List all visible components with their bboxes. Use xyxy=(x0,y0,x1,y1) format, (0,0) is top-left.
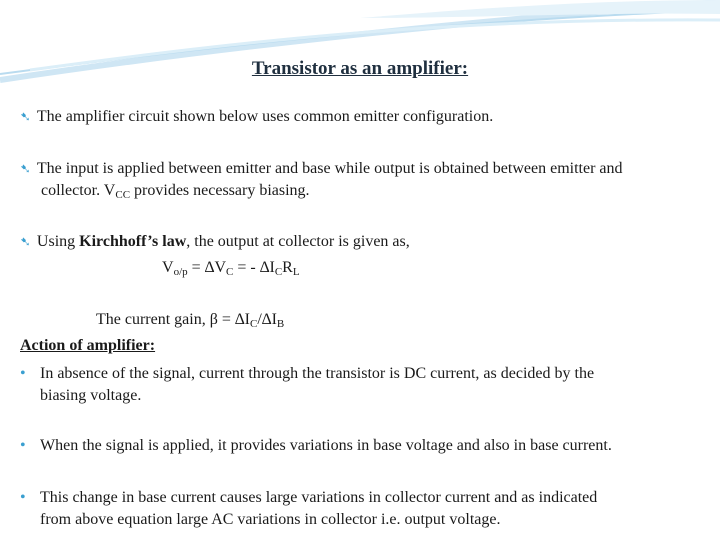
section-heading: Action of amplifier: xyxy=(20,337,156,354)
arrow-bullet-icon: ➷ xyxy=(20,109,31,124)
equation-current-gain: The current gain, $\beta = \Delta I_C/\Delta I_B$ xyxy=(96,311,285,330)
bullet-dot-icon: • xyxy=(20,489,26,506)
bullet-item: • When the signal is applied, it provides variations in base voltage and also in base current. xyxy=(20,435,710,457)
bullet-dot-icon: • xyxy=(20,365,26,382)
paragraph-2: ➷ The input is applied between emitter and base while output is obtained between emitter and collector. $V_{CC}$ provides necessary biasing. xyxy=(20,160,623,201)
paragraph-1: ➷ The amplifier circuit shown below uses common emitter configuration. xyxy=(20,108,494,125)
bullet-dot-icon: • xyxy=(20,437,26,454)
slide-title: Transistor as an amplifier: xyxy=(251,58,469,79)
bullet-item: • This change in base current causes large variations in collector current and as indicated from above equation large AC variations in collector i.e. output voltage. xyxy=(20,489,598,528)
equation-output-voltage: $V_{o/p} = \Delta V_C$ = - $\Delta I_CR_L$ xyxy=(162,259,300,278)
bullet-item: • In absence of the signal, current through the transistor is DC current, as decided by the biasing voltage. xyxy=(20,365,595,404)
paragraph-3: ➷ Using Kirchhoff’s law, the output at collector is given as, xyxy=(20,233,410,250)
arrow-bullet-icon: ➷ xyxy=(20,234,31,249)
arrow-bullet-icon: ➷ xyxy=(20,161,31,176)
